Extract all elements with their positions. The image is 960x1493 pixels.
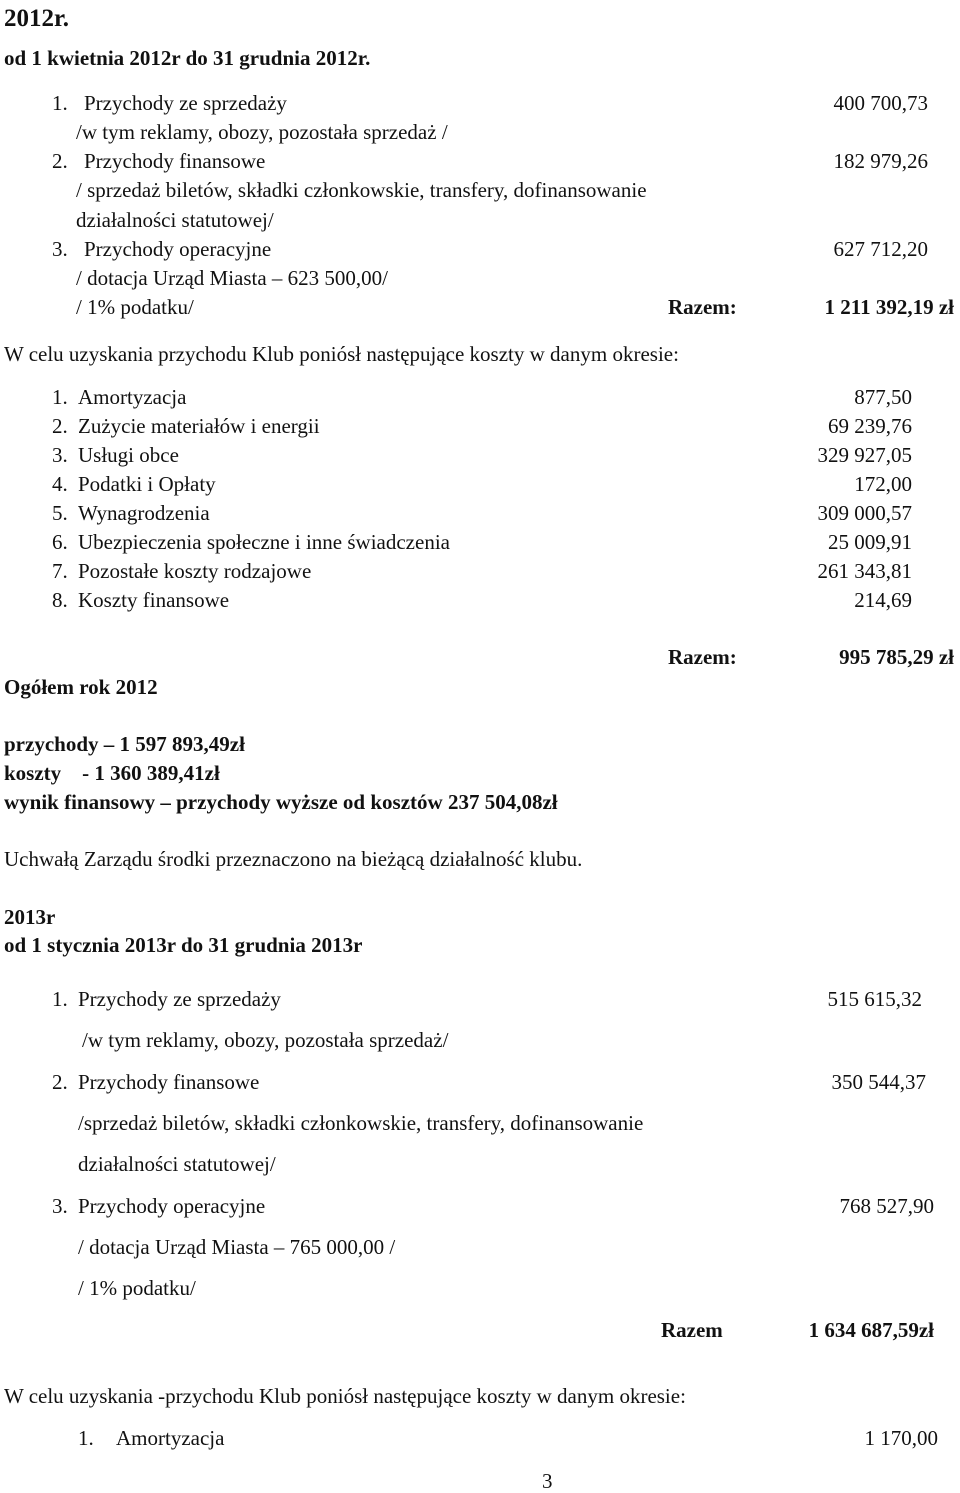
- income-note: /w tym reklamy, obozy, pozostała sprzedaż/: [82, 1028, 449, 1052]
- income-note: działalności statutowej/: [78, 1152, 276, 1176]
- income-note: działalności statutowej/: [76, 208, 274, 232]
- cost-value: 261 343,81: [817, 559, 912, 583]
- costs-intro-2012: W celu uzyskania przychodu Klub poniósł następujące koszty w danym okresie:: [4, 342, 679, 366]
- cost-value: 25 009,91: [828, 530, 912, 554]
- income-value: 627 712,20: [833, 237, 928, 261]
- income-label: Przychody operacyjne: [78, 1194, 266, 1218]
- cost-value: 1 170,00: [864, 1426, 938, 1450]
- costs-total-value: 995 785,29 zł: [839, 645, 954, 669]
- list-number: 1.: [52, 385, 68, 409]
- cost-value: 214,69: [854, 588, 912, 612]
- income-note: / 1% podatku/: [76, 295, 194, 319]
- cost-value: 172,00: [854, 472, 912, 496]
- income-label: Przychody operacyjne: [84, 237, 272, 261]
- summary-result: wynik finansowy – przychody wyższe od kosztów 237 504,08zł: [4, 790, 558, 814]
- income-label: Przychody finansowe: [78, 1070, 260, 1094]
- income-note: /w tym reklamy, obozy, pozostała sprzedaż /: [76, 120, 448, 144]
- income-note: / dotacja Urząd Miasta – 623 500,00/: [76, 266, 389, 290]
- resolution-text: Uchwałą Zarządu środki przeznaczono na bieżącą działalność klubu.: [4, 847, 583, 871]
- cost-label: Koszty finansowe: [78, 588, 230, 612]
- income-total-value: 1 211 392,19 zł: [824, 295, 954, 319]
- income-note: / dotacja Urząd Miasta – 765 000,00 /: [78, 1235, 396, 1259]
- page-number: 3: [542, 1469, 553, 1493]
- cost-label: Amortyzacja: [78, 385, 187, 409]
- list-number: 1.: [78, 1426, 94, 1450]
- summary-title: Ogółem rok 2012: [4, 675, 158, 699]
- income-label: Przychody finansowe: [84, 149, 266, 173]
- income-value: 400 700,73: [833, 91, 928, 115]
- cost-value: 329 927,05: [817, 443, 912, 467]
- list-number: 1.: [52, 91, 68, 115]
- cost-value: 69 239,76: [828, 414, 912, 438]
- list-number: 6.: [52, 530, 68, 554]
- list-number: 2.: [52, 414, 68, 438]
- cost-label: Usługi obce: [78, 443, 179, 467]
- list-number: 4.: [52, 472, 68, 496]
- list-number: 8.: [52, 588, 68, 612]
- cost-label: Zużycie materiałów i energii: [78, 414, 320, 438]
- cost-label: Pozostałe koszty rodzajowe: [78, 559, 312, 583]
- summary-income: przychody – 1 597 893,49zł: [4, 732, 245, 756]
- list-number: 2.: [52, 1070, 68, 1094]
- income-value: 768 527,90: [839, 1194, 934, 1218]
- income-value: 350 544,37: [831, 1070, 926, 1094]
- list-number: 1.: [52, 987, 68, 1011]
- list-number: 2.: [52, 149, 68, 173]
- income-value: 515 615,32: [827, 987, 922, 1011]
- income-total-label: Razem:: [668, 295, 737, 319]
- income-note: /sprzedaż biletów, składki członkowskie, transfery, dofinansowanie: [78, 1111, 644, 1135]
- heading-2013: 2013r: [4, 905, 56, 929]
- cost-label: Ubezpieczenia społeczne i inne świadczenia: [78, 530, 450, 554]
- income-label: Przychody ze sprzedaży: [78, 987, 281, 1011]
- income-note: / 1% podatku/: [78, 1276, 196, 1300]
- period-2013: od 1 stycznia 2013r do 31 grudnia 2013r: [4, 933, 363, 957]
- income-label: Przychody ze sprzedaży: [84, 91, 287, 115]
- list-number: 3.: [52, 237, 68, 261]
- cost-label: Amortyzacja: [116, 1426, 225, 1450]
- list-number: 5.: [52, 501, 68, 525]
- cost-value: 309 000,57: [817, 501, 912, 525]
- cost-value: 877,50: [854, 385, 912, 409]
- summary-costs: koszty - 1 360 389,41zł: [4, 761, 220, 785]
- cost-label: Podatki i Opłaty: [78, 472, 216, 496]
- list-number: 7.: [52, 559, 68, 583]
- income-total-label: Razem: [661, 1318, 723, 1342]
- list-number: 3.: [52, 443, 68, 467]
- period-2012: od 1 kwietnia 2012r do 31 grudnia 2012r.: [4, 46, 371, 70]
- income-total-value: 1 634 687,59zł: [808, 1318, 934, 1342]
- income-note: / sprzedaż biletów, składki członkowskie, transfery, dofinansowanie: [76, 178, 647, 202]
- income-value: 182 979,26: [833, 149, 928, 173]
- costs-total-label: Razem:: [668, 645, 737, 669]
- list-number: 3.: [52, 1194, 68, 1218]
- heading-2012: 2012r.: [4, 5, 70, 32]
- cost-label: Wynagrodzenia: [78, 501, 210, 525]
- costs-intro-2013: W celu uzyskania -przychodu Klub poniósł następujące koszty w danym okresie:: [4, 1384, 686, 1408]
